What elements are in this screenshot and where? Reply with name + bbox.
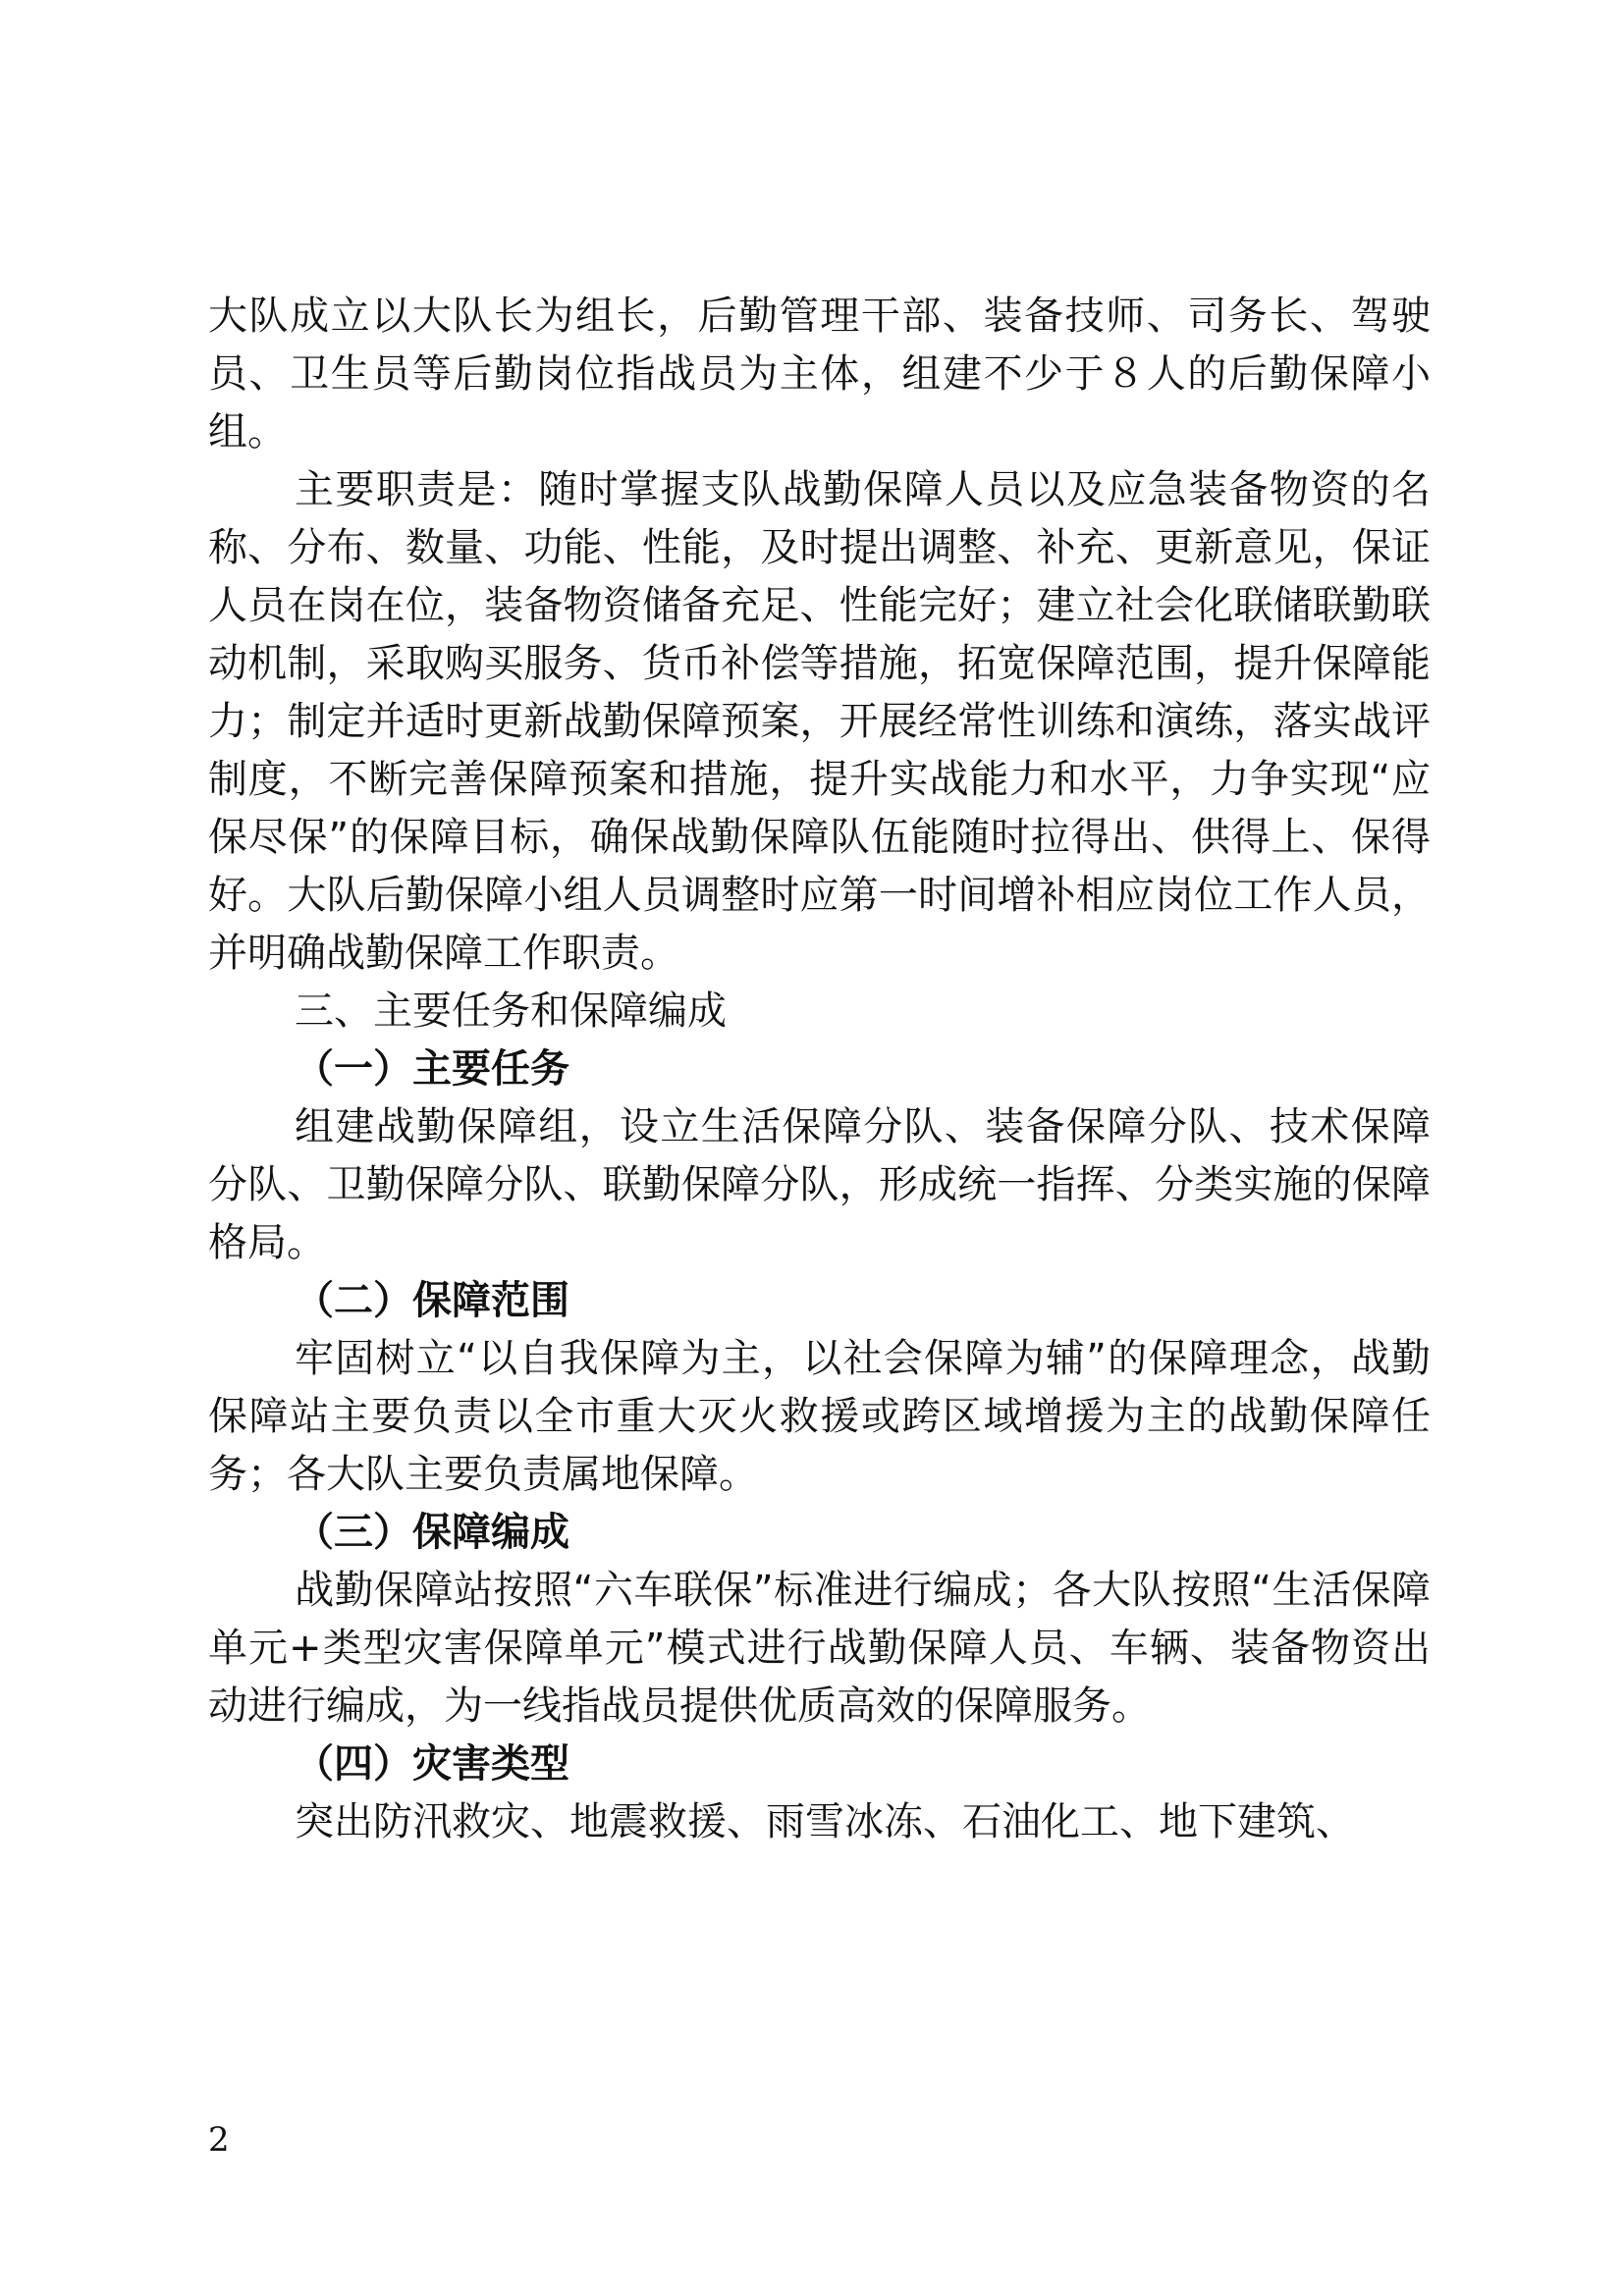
paragraph-support-scope: 牢固树立“以自我保障为主，以社会保障为辅”的保障理念，战勤保障站主要负责以全市重大灭火救援或跨区域增援为主的战勤保障任务；各大队主要负责属地保障。 xyxy=(208,1336,1431,1497)
subheading-main-tasks: （一）主要任务 xyxy=(295,1046,569,1092)
subheading-support-formation: （三）保障编成 xyxy=(295,1510,569,1555)
subheading-disaster-types: （四）灾害类型 xyxy=(295,1741,569,1787)
section-heading-tasks-and-formation: 三、主要任务和保障编成 xyxy=(295,988,727,1034)
document-body xyxy=(208,288,1431,1851)
paragraph-main-duties: 主要职责是：随时掌握支队战勤保障人员以及应急装备物资的名称、分布、数量、功能、性能，及时提出调整、补充、更新意见，保证人员在岗在位，装备物资储备充足、性能完好；建立社会化联储联勤联动机制，采取购买服务、货币补偿等措施，拓宽保障范围，提升保障能力；制定并适时更新战勤保障预案，开展经常性训练和演练，落实战评制度，不断完善保障预案和措施，提升实战能力和水平，力争实现“应保尽保”的保障目标，确保战勤保障队伍能随时拉得出、供得上、保得好。大队后勤保障小组人员调整时应第一时间增补相应岗位工作人员，并明确战勤保障工作职责。 xyxy=(208,467,1431,976)
page-number: 2 xyxy=(208,2120,230,2160)
paragraph-support-formation: 战勤保障站按照“六车联保”标准进行编成；各大队按照“生活保障单元+类型灾害保障单元”模式进行战勤保障人员、车辆、装备物资出动进行编成，为一线指战员提供优质高效的保障服务。 xyxy=(208,1568,1431,1729)
subheading-support-scope: （二）保障范围 xyxy=(295,1278,569,1323)
paragraph-logistics-team: 大队成立以大队长为组长，后勤管理干部、装备技师、司务长、驾驶员、卫生员等后勤岗位指战员为主体，组建不少于８人的后勤保障小组。 xyxy=(208,294,1431,454)
paragraph-disaster-types: 突出防汛救灾、地震救援、雨雪冰冻、石油化工、地下建筑、 xyxy=(295,1799,1355,1844)
paragraph-main-tasks: 组建战勤保障组，设立生活保障分队、装备保障分队、技术保障分队、卫勤保障分队、联勤保障分队，形成统一指挥、分类实施的保障格局。 xyxy=(208,1104,1431,1265)
